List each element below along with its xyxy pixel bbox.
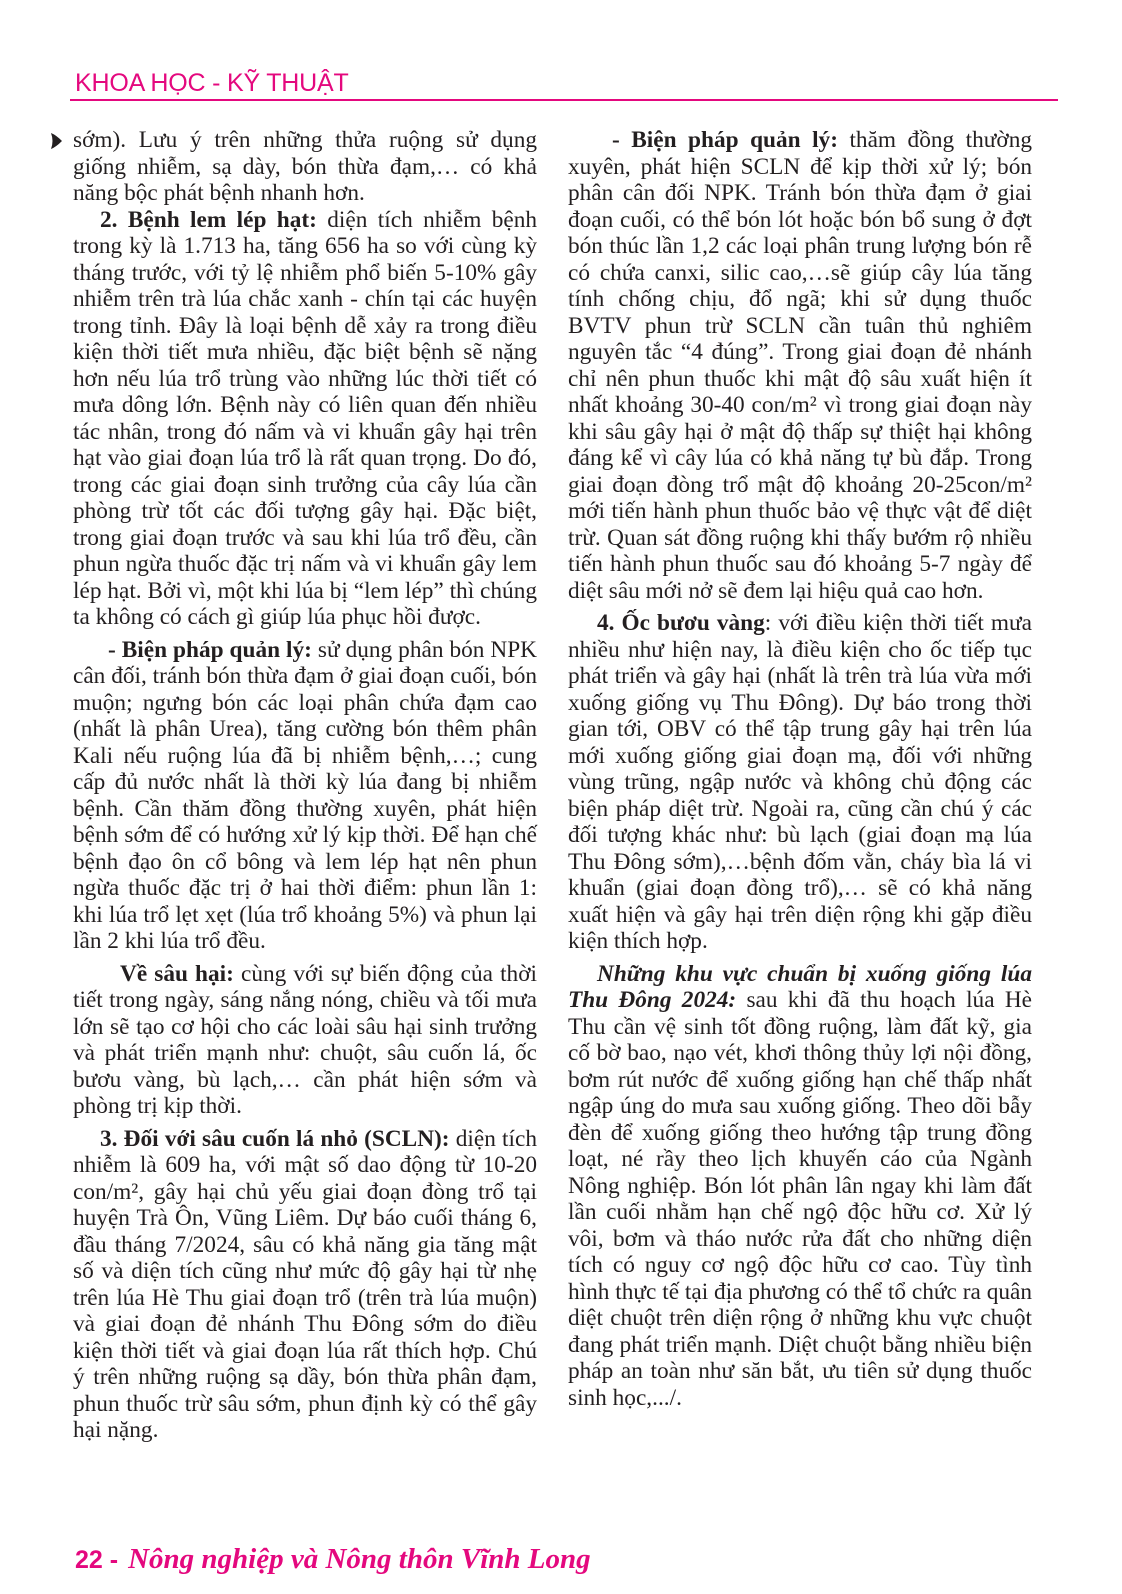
page-number: 22 - bbox=[75, 1546, 119, 1574]
continuation-arrow-icon bbox=[50, 132, 63, 150]
paragraph-body: diện tích nhiễm là 609 ha, với mật số dao động từ 10-20 con/m², gây hại chủ yếu giai đoạn đòng trổ tại huyện Trà Ôn, Vũng Liêm. Dự báo cuối tháng 6, đầu tháng 7/2024, sâu có khả năng gia tăng mật số và diện tích cũng như mức độ gây hại từ nhẹ trên lúa Hè Thu giai đoạn trổ (trên trà lúa muộn) và giai đoạn đẻ nhánh Thu Đông sớm do điều kiện thời tiết và giai đoạn lúa rất thích hợp. Chú ý trên những ruộng sạ dầy, bón thừa phân đạm, phun thuốc trừ sâu sớm, phun định kỳ có thể gây hại nặng. bbox=[73, 1125, 537, 1443]
paragraph-lem-lep-hat bbox=[73, 207, 537, 631]
left-column bbox=[73, 127, 537, 1444]
paragraph-body: cùng với sự biến động của thời tiết trong ngày, sáng nắng nóng, chiều và tối mưa lớn sẽ tạo cơ hội cho các loài sâu hại sinh trưởng và phát triển mạnh như: chuột, sâu cuốn lá, ốc bươu vàng, bù lạch,… cần phát hiện sớm và phòng trị kịp thời. bbox=[73, 960, 537, 1119]
page-footer bbox=[75, 1543, 591, 1580]
paragraph-ve-sau-hai bbox=[73, 961, 537, 1120]
paragraph-heading: - Biện pháp quản lý: bbox=[612, 127, 838, 153]
header-rule bbox=[70, 99, 1058, 101]
paragraph-body: sau khi đã thu hoạch lúa Hè Thu cần vệ sinh tốt đồng ruộng, làm đất kỹ, gia cố bờ bao, nạo vét, khơi thông thủy lợi nội đồng, bơm rút nước để xuống giống hạn chế thấp nhất ngập úng do mưa sau xuống giống. Theo dõi bẫy đèn để xuống giống theo hướng tập trung đồng loạt, né rầy theo lịch khuyến cáo của Ngành Nông nghiệp. Bón lót phân lân ngay khi làm đất lần cuối nhằm hạn chế ngộ độc hữu cơ. Xử lý vôi, bơm và tháo nước rửa đất cho những diện tích có nguy cơ ngộ độc hữu cơ cao. Tùy tình hình thực tế tại địa phương có thể tổ chức ra quân diệt chuột trên diện rộng ở những khu vực chuột đang phát triển mạnh. Diệt chuột bằng nhiều biện pháp an toàn như săn bắt, ưu tiên sử dụng thuốc sinh học,.../. bbox=[568, 987, 1032, 1411]
paragraph-heading: - Biện pháp quản lý: bbox=[108, 636, 312, 663]
paragraph-heading: Những khu vực chuẩn bị xuống giống lúa Thu Đông 2024: bbox=[568, 960, 1032, 1013]
paragraph-body: : với điều kiện thời tiết mưa nhiều như hiện nay, là điều kiện cho ốc tiếp tục phát triển và gây hại (nhất là trên trà lúa vừa mới xuống giống vụ Thu Đông). Dự báo trong thời gian tới, OBV có thể tập trung gây hại trên lúa mới xuống giống giai đoạn mạ, đối với những vùng trũng, ngập nước và không chủ động các biện pháp diệt trừ. Ngoài ra, cũng cần chú ý các đối tượng khác như: bù lạch (giai đoạn mạ lúa Thu Đông sớm),…bệnh đốm vằn, cháy bìa lá vi khuẩn (giai đoạn đòng trổ),… sẽ có khả năng xuất hiện và gây hại trên diện rộng khi gặp điều kiện thích hợp. bbox=[568, 610, 1032, 954]
paragraph-heading: 3. Đối với sâu cuốn lá nhỏ (SCLN): bbox=[100, 1125, 450, 1152]
paragraph-body: diện tích nhiễm bệnh trong kỳ là 1.713 ha, tăng 656 ha so với cùng kỳ tháng trước, với tỷ lệ nhiễm phổ biến 5-10% gây nhiễm trên trà lúa chắc xanh - chín tại các huyện trong tỉnh. Đây là loại bệnh dễ xảy ra trong điều kiện thời tiết mưa nhiều, đặc biệt bệnh sẽ nặng hơn nếu lúa trổ trùng vào những lúc thời tiết có mưa dông lớn. Bệnh này có liên quan đến nhiều tác nhân, trong đó nấm và vi khuẩn gây hại trên hạt vào giai đoạn lúa trổ là rất quan trọng. Do đó, trong các giai đoạn sinh trưởng của cây lúa cần phòng trừ tốt các đối tượng gây hại. Đặc biệt, trong giai đoạn trước và sau khi lúa trổ đều, cần phun ngừa thuốc đặc trị nấm và vi khuẩn gây lem lép hạt. Bởi vì, một khi lúa bị “lem lép” thì chúng ta không có cách gì giúp lúa phục hồi được. bbox=[73, 206, 537, 630]
paragraph-xuong-giong-thu-dong bbox=[568, 961, 1032, 1412]
paragraph-continuation bbox=[73, 127, 537, 207]
paragraph-heading: Về sâu hại: bbox=[120, 960, 234, 987]
paragraph-heading: 2. Bệnh lem lép hạt: bbox=[100, 206, 317, 233]
paragraph-body: sử dụng phân bón NPK cân đối, tránh bón thừa đạm ở giai đoạn cuối, bón muộn; ngưng bón các loại phân chứa đạm cao (nhất là phân Urea), tăng cường bón thêm phân Kali nếu ruộng lúa đã bị nhiễm bệnh,…; cung cấp đủ nước nhất là thời kỳ lúa đang bị nhiễm bệnh. Cần thăm đồng thường xuyên, phát hiện bệnh sớm để có hướng xử lý kịp thời. Để hạn chế bệnh đạo ôn cổ bông và lem lép hạt nên phun ngừa thuốc đặc trị ở hai thời điểm: phun lần 1: khi lúa trổ lẹt xẹt (lúa trổ khoảng 5%) và phun lại lần 2 khi lúa trổ đều. bbox=[73, 636, 537, 954]
paragraph-sau-cuon-la-nho bbox=[73, 1126, 537, 1444]
right-column bbox=[568, 127, 1032, 1411]
paragraph-body: sớm). Lưu ý trên những thửa ruộng sử dụng giống nhiễm, sạ dày, bón thừa đạm,… có khả năng bộc phát bệnh nhanh hơn. bbox=[73, 127, 537, 206]
publication-name: Nông nghiệp và Nông thôn Vĩnh Long bbox=[128, 1543, 591, 1575]
section-title: KHOA HỌC - KỸ THUẬT bbox=[75, 69, 349, 97]
paragraph-oc-buou-vang bbox=[568, 610, 1032, 955]
paragraph-heading: 4. Ốc bươu vàng bbox=[597, 610, 765, 636]
paragraph-bien-phap-quan-ly-scln bbox=[568, 127, 1032, 604]
paragraph-bien-phap-quan-ly bbox=[73, 637, 537, 955]
paragraph-body: thăm đồng thường xuyên, phát hiện SCLN để kịp thời xử lý; bón phân cân đối NPK. Tránh bón thừa đạm ở giai đoạn cuối, có thể bón lót hoặc bón bổ sung ở đợt bón thúc lần 1,2 các loại phân trung lượng bón rễ có chứa canxi, silic cao,…sẽ giúp cây lúa tăng tính chống chịu, đổ ngã; khi sử dụng thuốc BVTV phun trừ SCLN cần tuân thủ nghiêm nguyên tắc “4 đúng”. Trong giai đoạn đẻ nhánh chỉ nên phun thuốc khi mật độ sâu xuất hiện ít nhất khoảng 30-40 con/m² vì trong giai đoạn này khi sâu gây hại ở mật độ thấp sự thiệt hại không đáng kể vì cây lúa có khả năng tự bù đắp. Trong giai đoạn đòng trổ mật độ khoảng 20-25con/m² mới tiến hành phun thuốc bảo vệ thực vật để diệt trừ. Quan sát đồng ruộng khi thấy bướm rộ nhiều tiến hành phun thuốc sau đó khoảng 5-7 ngày để diệt sâu mới nở sẽ đem lại hiệu quả cao hơn. bbox=[568, 127, 1032, 604]
